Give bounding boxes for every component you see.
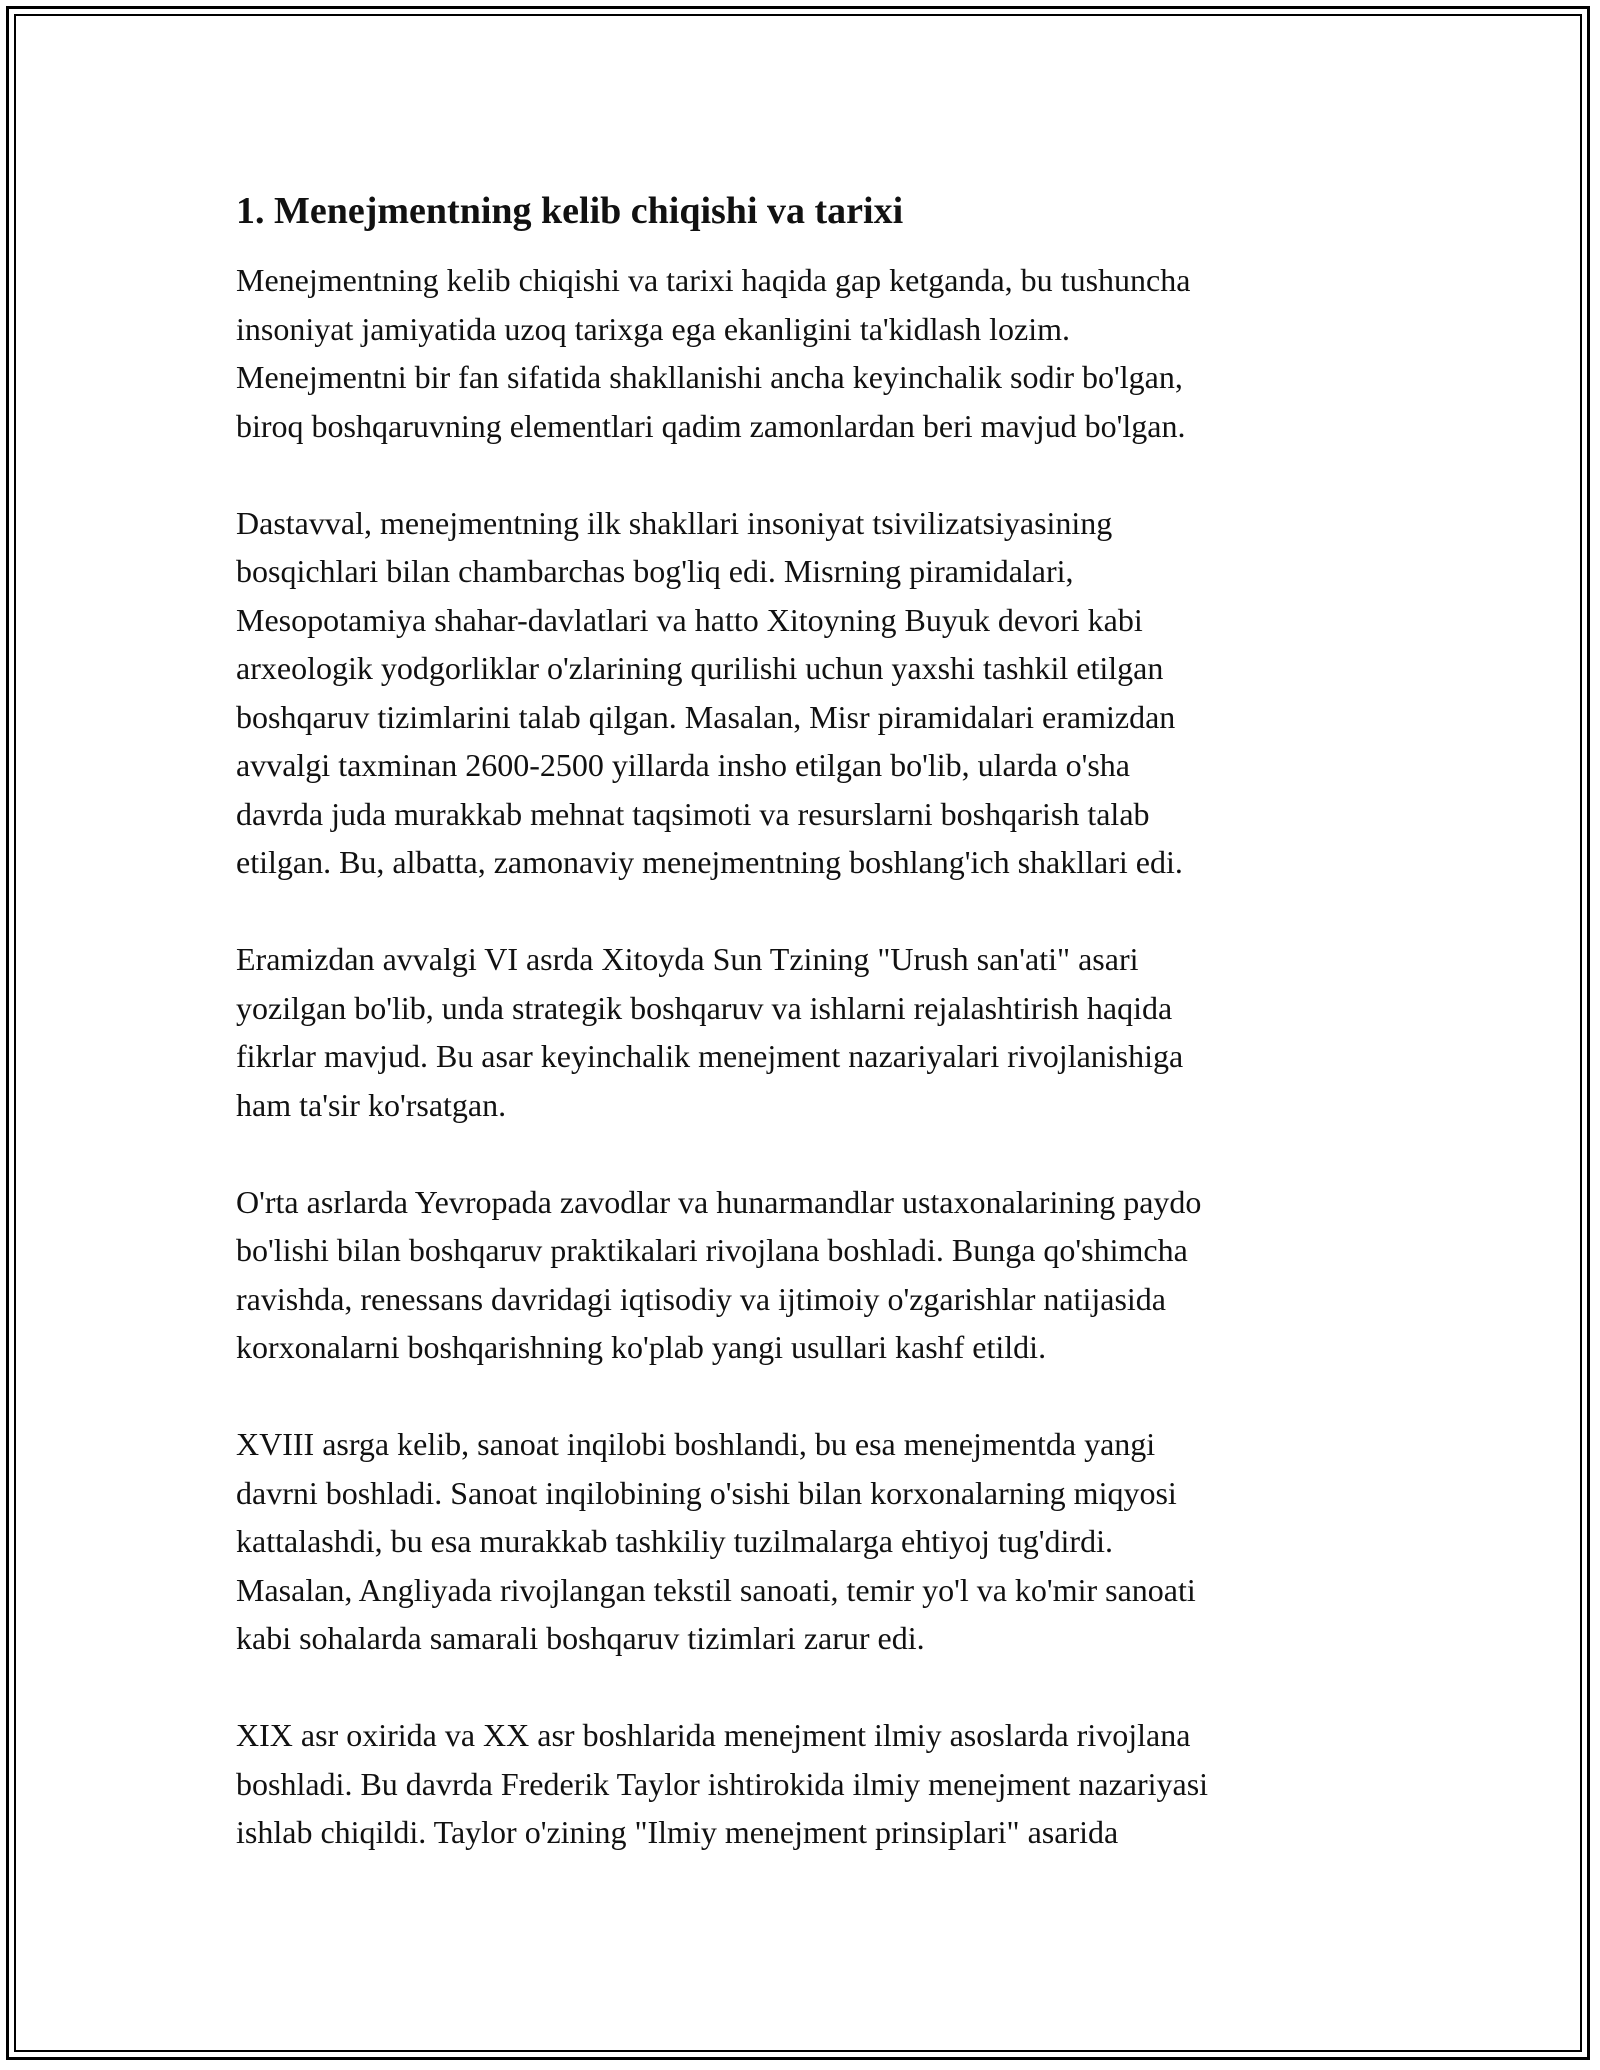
text-line: XVIII asrga kelib, sanoat inqilobi boshlandi, bu esa menejmentda yangi <box>236 1426 1156 1462</box>
text-line: bo'lishi bilan boshqaruv praktikalari rivojlana boshladi. Bunga qo'shimcha <box>236 1232 1188 1268</box>
text-line: ravishda, renessans davridagi iqtisodiy va ijtimoiy o'zgarishlar natijasida <box>236 1280 1166 1317</box>
text-line: arxeologik yodgorliklar o'zlarining qurilishi uchun yaxshi tashkil etilgan <box>236 650 1164 686</box>
text-line: boshqaruv tizimlarini talab qilgan. Masalan, Misr piramidalari eramizdan <box>236 698 1176 735</box>
text-line: Masalan, Angliyada rivojlangan tekstil sanoati, temir yo'l va ko'mir sanoati <box>236 1571 1196 1608</box>
text-line: insoniyat jamiyatida uzoq tarixga ega ekanligini ta'kidlash lozim. <box>236 310 1070 347</box>
text-line: davrni boshladi. Sanoat inqilobining o'sishi bilan korxonalarning miqyosi <box>236 1474 1177 1511</box>
paragraph-5 <box>236 1420 1376 1663</box>
text-line: korxonalarni boshqarishning ko'plab yangi usullari kashf etildi. <box>236 1329 1047 1365</box>
text-line: bosqichlari bilan chambarchas bog'liq edi. Misrning piramidalari, <box>236 553 1074 589</box>
text-line: Mesopotamiya shahar-davlatlari va hatto Xitoyning Buyuk devori kabi <box>236 601 1143 638</box>
text-line: O'rta asrlarda Yevropada zavodlar va hunarmandlar ustaxonalarining paydo <box>236 1183 1202 1220</box>
text-line: ham ta'sir ko'rsatgan. <box>236 1086 507 1123</box>
text-line: kattalashdi, bu esa murakkab tashkiliy tuzilmalarga ehtiyoj tug'dirdi. <box>236 1523 1113 1559</box>
paragraph-3 <box>236 935 1376 1129</box>
paragraph-6 <box>236 1711 1376 1857</box>
paragraph-1 <box>236 256 1376 450</box>
text-line: avvalgi taxminan 2600-2500 yillarda insho etilgan bo'lib, ularda o'sha <box>236 747 1130 783</box>
text-line: XIX asr oxirida va XX asr boshlarida menejment ilmiy asoslarda rivojlana <box>236 1717 1191 1753</box>
text-line: boshladi. Bu davrda Frederik Taylor ishtirokida ilmiy menejment nazariyasi <box>236 1765 1209 1802</box>
paragraph-4 <box>236 1178 1376 1372</box>
text-line: Menejmentni bir fan sifatida shakllanishi ancha keyinchalik sodir bo'lgan, <box>236 359 1183 395</box>
text-line: etilgan. Bu, albatta, zamonaviy menejmentning boshlang'ich shakllari edi. <box>236 844 1183 880</box>
text-line: ishlab chiqildi. Taylor o'zining "Ilmiy menejment prinsiplari" asarida <box>236 1814 1119 1850</box>
text-line: kabi sohalarda samarali boshqaruv tizimlari zarur edi. <box>236 1620 925 1656</box>
document-body <box>236 186 1376 1905</box>
text-line: davrda juda murakkab mehnat taqsimoti va resurslarni boshqarish talab <box>236 795 1150 832</box>
paragraph-2 <box>236 499 1376 887</box>
text-line: Eramizdan avvalgi VI asrda Xitoyda Sun Tzining "Urush san'ati" asari <box>236 941 1139 977</box>
text-line: Dastavval, menejmentning ilk shakllari insoniyat tsivilizatsiyasining <box>236 504 1113 541</box>
document-title: 1. Menejmentning kelib chiqishi va tarixi <box>236 190 904 232</box>
text-line: Menejmentning kelib chiqishi va tarixi haqida gap ketganda, bu tushuncha <box>236 262 1191 298</box>
text-line: biroq boshqaruvning elementlari qadim zamonlardan beri mavjud bo'lgan. <box>236 407 1186 444</box>
text-line: yozilgan bo'lib, unda strategik boshqaruv va ishlarni rejalashtirish haqida <box>236 989 1173 1026</box>
text-line: fikrlar mavjud. Bu asar keyinchalik menejment nazariyalari rivojlanishiga <box>236 1038 1184 1074</box>
